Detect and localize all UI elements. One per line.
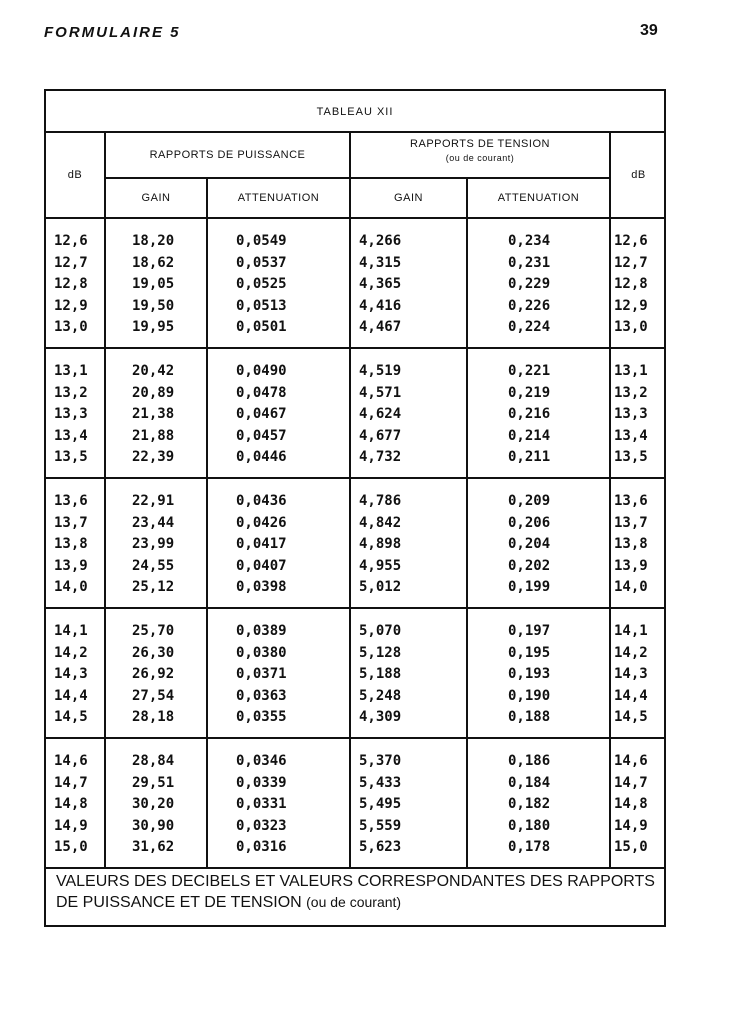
cell-power-attenuation: 0,0467 xyxy=(236,406,287,423)
cell-voltage-attenuation: 0,209 xyxy=(508,493,551,509)
cell-db: 13,7 xyxy=(54,514,88,531)
cell-voltage-gain: 4,732 xyxy=(359,449,402,466)
cell-voltage-gain: 4,677 xyxy=(359,427,402,444)
cell-power-gain: 19,05 xyxy=(132,276,175,293)
cell-power-attenuation: 0,0389 xyxy=(236,623,287,639)
table-row xyxy=(46,426,664,448)
cell-power-gain: 22,91 xyxy=(132,493,175,509)
block-separator xyxy=(46,477,664,479)
cell-power-attenuation: 0,0398 xyxy=(236,579,287,596)
table-row xyxy=(46,317,664,339)
cell-voltage-gain: 4,315 xyxy=(359,254,402,271)
cell-db: 15,0 xyxy=(54,839,88,856)
cell-voltage-gain: 5,370 xyxy=(359,753,402,769)
cell-db-right: 13,0 xyxy=(614,319,648,336)
cell-db: 14,0 xyxy=(54,579,88,596)
cell-power-attenuation: 0,0417 xyxy=(236,536,287,553)
cell-power-attenuation: 0,0446 xyxy=(236,449,287,466)
cell-voltage-gain: 5,623 xyxy=(359,839,402,856)
cell-voltage-gain: 4,842 xyxy=(359,514,402,531)
cell-power-attenuation: 0,0407 xyxy=(236,557,287,574)
cell-voltage-gain: 5,559 xyxy=(359,817,402,834)
cell-voltage-attenuation: 0,182 xyxy=(508,796,551,813)
table-row xyxy=(46,296,664,318)
cell-db: 14,9 xyxy=(54,817,88,834)
cell-voltage-gain: 5,070 xyxy=(359,623,402,639)
cell-db-right: 12,7 xyxy=(614,254,648,271)
cell-voltage-gain: 4,365 xyxy=(359,276,402,293)
cell-voltage-gain: 4,467 xyxy=(359,319,402,336)
voltage-group-header: RAPPORTS DE TENSION xyxy=(410,138,550,150)
cell-voltage-attenuation: 0,216 xyxy=(508,406,551,423)
cell-voltage-attenuation: 0,188 xyxy=(508,709,551,726)
block-separator xyxy=(46,347,664,349)
cell-db-right: 14,7 xyxy=(614,774,648,791)
cell-voltage-attenuation: 0,229 xyxy=(508,276,551,293)
table-row xyxy=(46,577,664,599)
cell-db: 13,1 xyxy=(54,363,88,379)
table-body-bottom-rule xyxy=(46,867,664,869)
cell-voltage-gain: 5,012 xyxy=(359,579,402,596)
decibel-table xyxy=(44,89,666,927)
cell-db: 12,7 xyxy=(54,254,88,271)
voltage-gain-header: GAIN xyxy=(394,192,423,204)
cell-voltage-gain: 4,955 xyxy=(359,557,402,574)
cell-db-right: 14,2 xyxy=(614,644,648,661)
cell-power-attenuation: 0,0525 xyxy=(236,276,287,293)
cell-db: 13,4 xyxy=(54,427,88,444)
cell-db-right: 14,9 xyxy=(614,817,648,834)
cell-db: 13,5 xyxy=(54,449,88,466)
cell-power-attenuation: 0,0457 xyxy=(236,427,287,444)
cell-power-gain: 21,88 xyxy=(132,427,175,444)
cell-power-gain: 23,44 xyxy=(132,514,175,531)
cell-power-gain: 26,92 xyxy=(132,666,175,683)
cell-db: 14,6 xyxy=(54,753,88,769)
cell-db-right: 14,0 xyxy=(614,579,648,596)
cell-voltage-gain: 4,416 xyxy=(359,297,402,314)
cell-power-gain: 18,62 xyxy=(132,254,175,271)
cell-power-attenuation: 0,0549 xyxy=(236,233,287,249)
header-bottom-rule xyxy=(46,217,664,219)
cell-db-right: 13,8 xyxy=(614,536,648,553)
cell-voltage-gain: 5,248 xyxy=(359,687,402,704)
cell-voltage-attenuation: 0,178 xyxy=(508,839,551,856)
cell-power-attenuation: 0,0346 xyxy=(236,753,287,769)
cell-voltage-attenuation: 0,221 xyxy=(508,363,551,379)
cell-voltage-gain: 4,786 xyxy=(359,493,402,509)
cell-db: 13,2 xyxy=(54,384,88,401)
cell-power-gain: 21,38 xyxy=(132,406,175,423)
cell-db-right: 13,1 xyxy=(614,363,648,379)
table-row xyxy=(46,361,664,383)
cell-power-attenuation: 0,0323 xyxy=(236,817,287,834)
cell-voltage-gain: 5,128 xyxy=(359,644,402,661)
cell-db: 12,8 xyxy=(54,276,88,293)
block-separator xyxy=(46,607,664,609)
cell-power-attenuation: 0,0490 xyxy=(236,363,287,379)
cell-power-gain: 24,55 xyxy=(132,557,175,574)
table-row xyxy=(46,643,664,665)
cell-power-attenuation: 0,0363 xyxy=(236,687,287,704)
cell-db-right: 12,8 xyxy=(614,276,648,293)
cell-db: 14,2 xyxy=(54,644,88,661)
table-row xyxy=(46,773,664,795)
cell-voltage-attenuation: 0,193 xyxy=(508,666,551,683)
table-title: TABLEAU XII xyxy=(46,91,664,133)
cell-voltage-gain: 5,495 xyxy=(359,796,402,813)
table-row xyxy=(46,621,664,643)
cell-voltage-gain: 4,624 xyxy=(359,406,402,423)
table-row xyxy=(46,837,664,859)
cell-power-gain: 25,12 xyxy=(132,579,175,596)
cell-power-attenuation: 0,0537 xyxy=(236,254,287,271)
cell-db: 14,8 xyxy=(54,796,88,813)
table-row xyxy=(46,556,664,578)
cell-power-gain: 27,54 xyxy=(132,687,175,704)
voltage-attenuation-header: ATTENUATION xyxy=(497,192,580,204)
cell-power-gain: 31,62 xyxy=(132,839,175,856)
cell-power-gain: 26,30 xyxy=(132,644,175,661)
cell-voltage-attenuation: 0,184 xyxy=(508,774,551,791)
table-row xyxy=(46,447,664,469)
col-db-header: dB xyxy=(67,169,83,181)
cell-power-attenuation: 0,0513 xyxy=(236,297,287,314)
cell-db: 13,9 xyxy=(54,557,88,574)
cell-voltage-attenuation: 0,206 xyxy=(508,514,551,531)
block-separator xyxy=(46,737,664,739)
cell-power-gain: 18,20 xyxy=(132,233,175,249)
cell-db-right: 15,0 xyxy=(614,839,648,856)
table-row xyxy=(46,534,664,556)
table-row xyxy=(46,253,664,275)
cell-power-attenuation: 0,0339 xyxy=(236,774,287,791)
cell-db-right: 14,8 xyxy=(614,796,648,813)
cell-db-right: 14,4 xyxy=(614,687,648,704)
page-number: 39 xyxy=(640,22,658,39)
cell-db: 14,5 xyxy=(54,709,88,726)
cell-power-attenuation: 0,0316 xyxy=(236,839,287,856)
cell-db: 13,0 xyxy=(54,319,88,336)
cell-voltage-attenuation: 0,197 xyxy=(508,623,551,639)
cell-db-right: 14,6 xyxy=(614,753,648,769)
cell-voltage-attenuation: 0,180 xyxy=(508,817,551,834)
cell-voltage-gain: 4,519 xyxy=(359,363,402,379)
cell-db: 14,4 xyxy=(54,687,88,704)
power-group-header: RAPPORTS DE PUISSANCE xyxy=(149,149,306,161)
table-row xyxy=(46,664,664,686)
cell-db: 12,6 xyxy=(54,233,88,249)
cell-voltage-attenuation: 0,234 xyxy=(508,233,551,249)
cell-db-right: 13,5 xyxy=(614,449,648,466)
cell-power-attenuation: 0,0380 xyxy=(236,644,287,661)
cell-db-right: 13,3 xyxy=(614,406,648,423)
cell-power-attenuation: 0,0355 xyxy=(236,709,287,726)
cell-voltage-gain: 4,898 xyxy=(359,536,402,553)
cell-power-attenuation: 0,0371 xyxy=(236,666,287,683)
cell-voltage-attenuation: 0,219 xyxy=(508,384,551,401)
cell-voltage-attenuation: 0,204 xyxy=(508,536,551,553)
table-row xyxy=(46,231,664,253)
cell-db: 14,1 xyxy=(54,623,88,639)
cell-db: 13,8 xyxy=(54,536,88,553)
table-row xyxy=(46,816,664,838)
cell-db-right: 12,6 xyxy=(614,233,648,249)
table-row xyxy=(46,274,664,296)
cell-power-gain: 19,95 xyxy=(132,319,175,336)
caption-note: (ou de courant) xyxy=(306,894,402,910)
cell-db-right: 12,9 xyxy=(614,297,648,314)
cell-power-attenuation: 0,0436 xyxy=(236,493,287,509)
cell-power-attenuation: 0,0501 xyxy=(236,319,287,336)
cell-power-gain: 20,42 xyxy=(132,363,175,379)
cell-db-right: 13,4 xyxy=(614,427,648,444)
cell-db: 14,3 xyxy=(54,666,88,683)
table-row xyxy=(46,686,664,708)
cell-voltage-attenuation: 0,211 xyxy=(508,449,551,466)
cell-voltage-attenuation: 0,186 xyxy=(508,753,551,769)
cell-voltage-gain: 4,309 xyxy=(359,709,402,726)
cell-power-attenuation: 0,0426 xyxy=(236,514,287,531)
cell-voltage-attenuation: 0,195 xyxy=(508,644,551,661)
cell-voltage-attenuation: 0,231 xyxy=(508,254,551,271)
cell-db-right: 13,7 xyxy=(614,514,648,531)
cell-power-gain: 30,90 xyxy=(132,817,175,834)
cell-db-right: 14,1 xyxy=(614,623,648,639)
voltage-group-note: (ou de courant) xyxy=(445,153,515,163)
section-title: FORMULAIRE 5 xyxy=(44,24,181,41)
cell-db-right: 14,3 xyxy=(614,666,648,683)
cell-db: 13,6 xyxy=(54,493,88,509)
table-row xyxy=(46,751,664,773)
cell-voltage-attenuation: 0,202 xyxy=(508,557,551,574)
cell-voltage-attenuation: 0,224 xyxy=(508,319,551,336)
cell-power-gain: 29,51 xyxy=(132,774,175,791)
cell-voltage-gain: 4,571 xyxy=(359,384,402,401)
table-row xyxy=(46,491,664,513)
power-gain-header: GAIN xyxy=(141,192,171,204)
cell-voltage-attenuation: 0,199 xyxy=(508,579,551,596)
cell-db-right: 14,5 xyxy=(614,709,648,726)
cell-db-right: 13,2 xyxy=(614,384,648,401)
table-row xyxy=(46,794,664,816)
table-row xyxy=(46,404,664,426)
cell-power-gain: 30,20 xyxy=(132,796,175,813)
cell-voltage-gain: 5,433 xyxy=(359,774,402,791)
table-row xyxy=(46,383,664,405)
cell-power-gain: 20,89 xyxy=(132,384,175,401)
cell-power-gain: 22,39 xyxy=(132,449,175,466)
cell-db-right: 13,6 xyxy=(614,493,648,509)
group-header-rule xyxy=(104,177,610,179)
cell-power-gain: 23,99 xyxy=(132,536,175,553)
cell-power-gain: 25,70 xyxy=(132,623,175,639)
cell-db-right: 13,9 xyxy=(614,557,648,574)
cell-power-attenuation: 0,0331 xyxy=(236,796,287,813)
cell-db: 14,7 xyxy=(54,774,88,791)
caption-main: VALEURS DES DECIBELS ET VALEURS CORRESPONDANTES DES RAPPORTS DE PUISSANCE ET DE TENSION xyxy=(56,873,655,911)
cell-db: 12,9 xyxy=(54,297,88,314)
cell-voltage-attenuation: 0,226 xyxy=(508,297,551,314)
cell-power-gain: 28,84 xyxy=(132,753,175,769)
col-db-right-header: dB xyxy=(631,169,646,181)
cell-voltage-attenuation: 0,190 xyxy=(508,687,551,704)
cell-voltage-attenuation: 0,214 xyxy=(508,427,551,444)
table-row xyxy=(46,513,664,535)
cell-voltage-gain: 4,266 xyxy=(359,233,402,249)
table-caption xyxy=(56,872,656,913)
table-row xyxy=(46,707,664,729)
cell-power-attenuation: 0,0478 xyxy=(236,384,287,401)
cell-voltage-gain: 5,188 xyxy=(359,666,402,683)
cell-power-gain: 19,50 xyxy=(132,297,175,314)
cell-db: 13,3 xyxy=(54,406,88,423)
power-attenuation-header: ATTENUATION xyxy=(237,192,320,204)
cell-power-gain: 28,18 xyxy=(132,709,175,726)
